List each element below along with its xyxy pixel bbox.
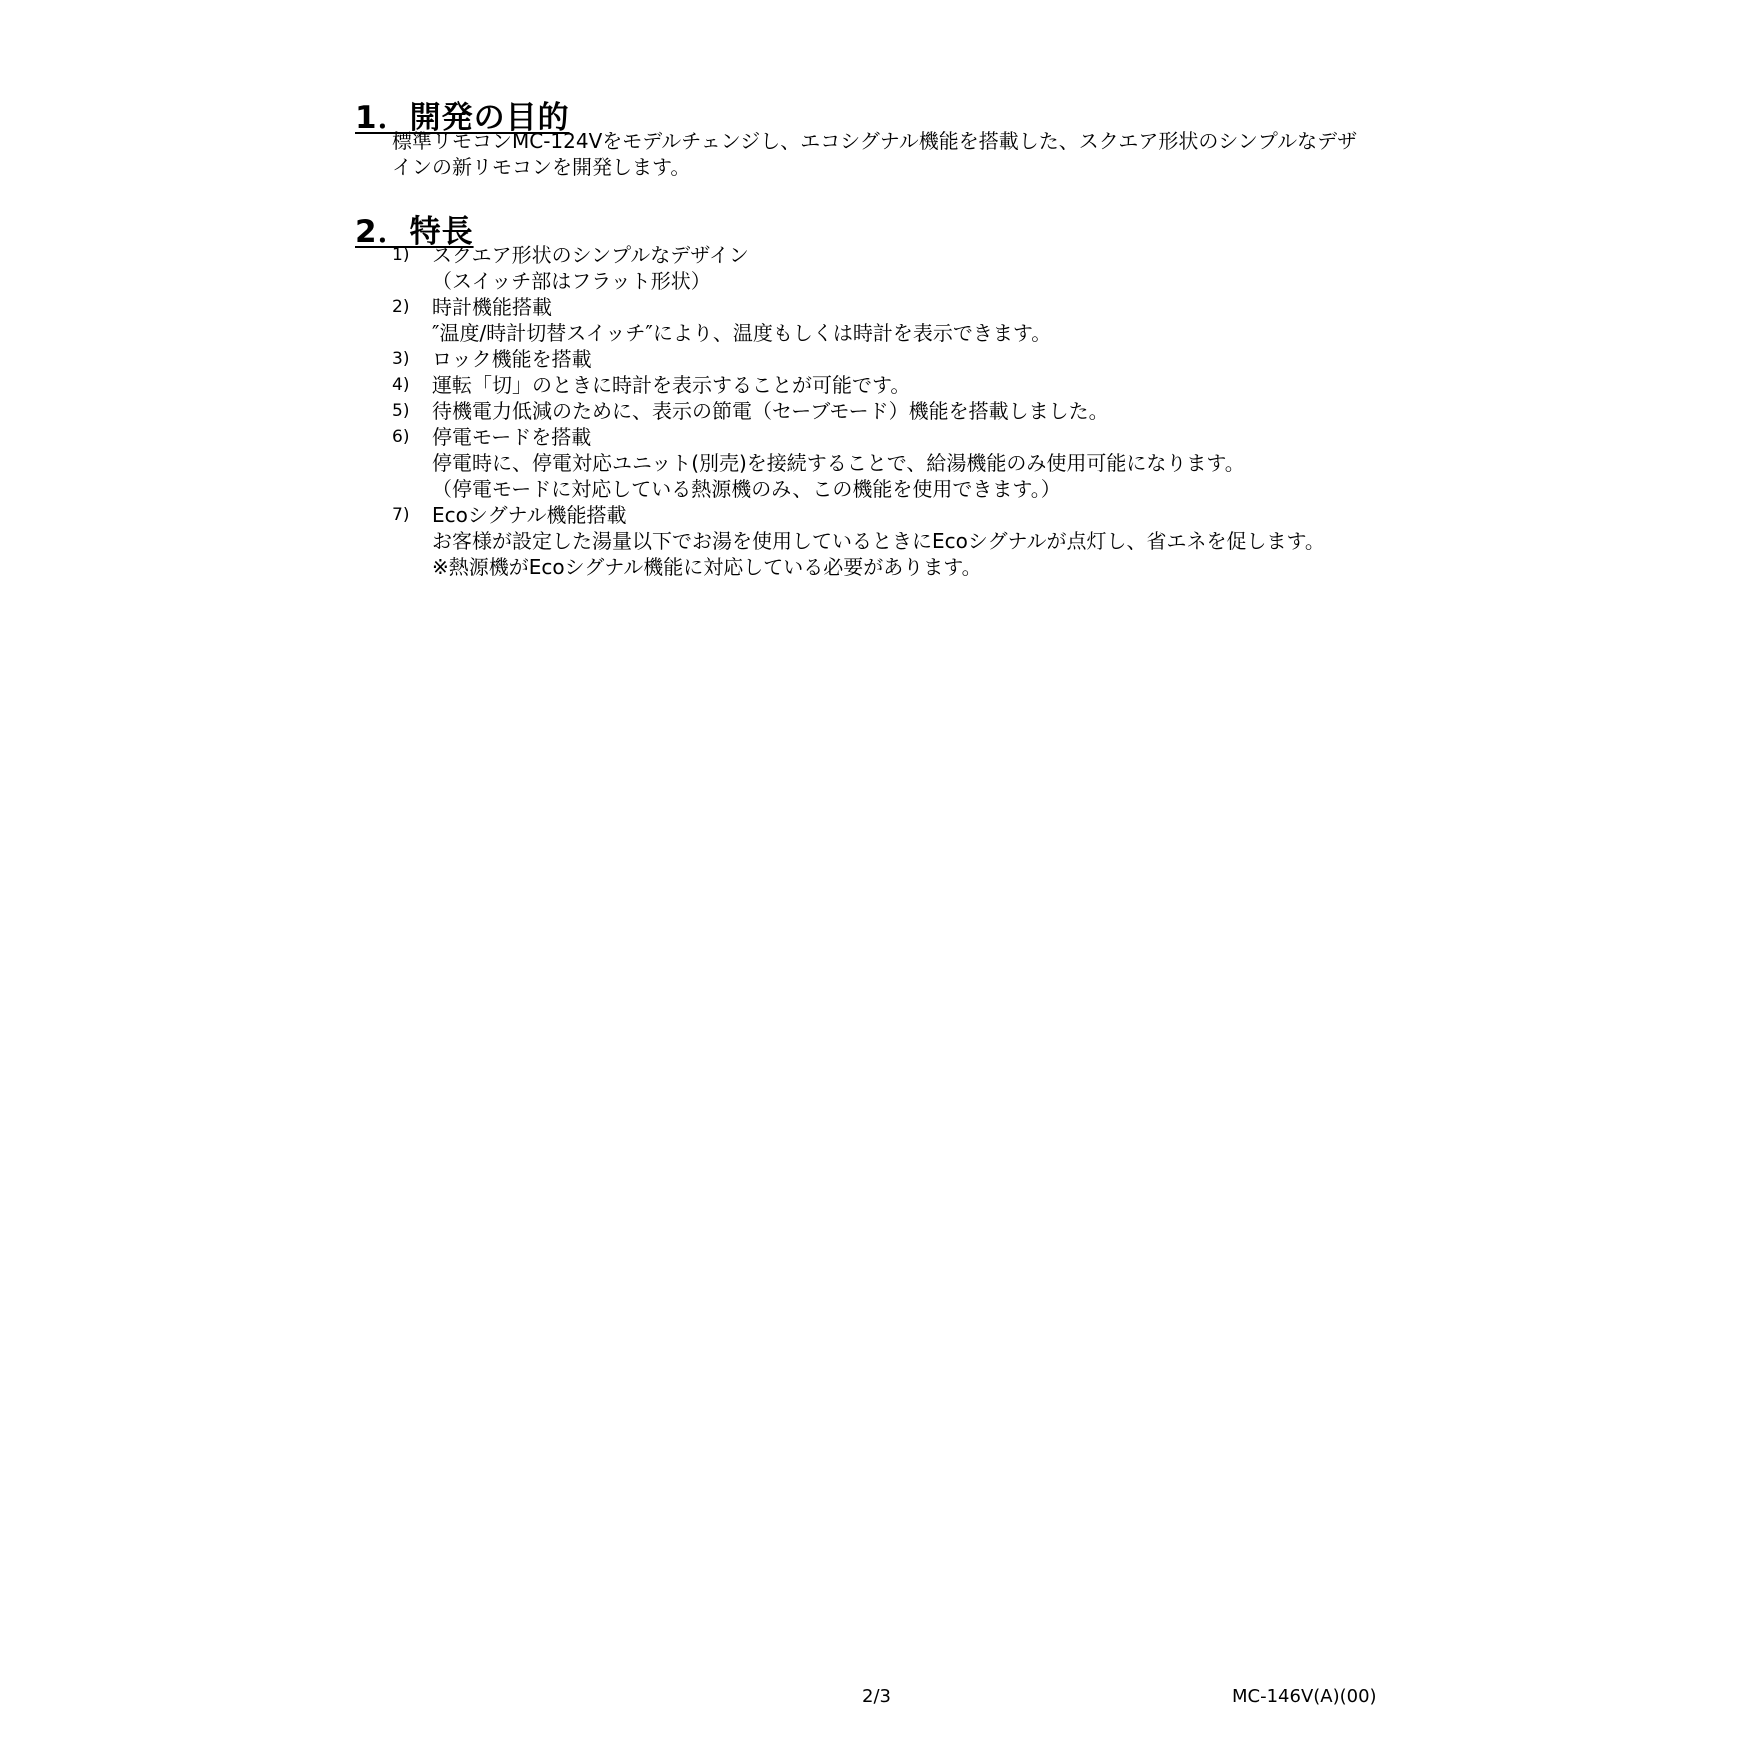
section1-heading: 1．開発の目的 <box>355 100 570 136</box>
page-number: 2/3 <box>862 1686 891 1707</box>
feature-item-1-detail-1: （スイッチ部はフラット形状） <box>432 269 711 293</box>
section1-body-line-1: 標準リモコンMC-124Vをモデルチェンジし、エコシグナル機能を搭載した、スクエア形状のシンプルなデザ <box>392 129 1358 153</box>
feature-item-6-detail-2: （停電モードに対応している熱源機のみ、この機能を使用できます。） <box>432 477 1061 501</box>
feature-item-1-number: 1) <box>392 245 410 265</box>
feature-item-6-number: 6) <box>392 427 410 447</box>
section2-heading: 2．特長 <box>355 214 474 250</box>
feature-item-5-number: 5) <box>392 401 410 421</box>
feature-item-1-title: スクエア形状のシンプルなデザイン <box>432 243 749 267</box>
feature-item-4-number: 4) <box>392 375 410 395</box>
feature-item-7-detail-1: お客様が設定した湯量以下でお湯を使用しているときにEcoシグナルが点灯し、省エネを促します。 <box>432 529 1325 553</box>
feature-item-6-title: 停電モードを搭載 <box>432 425 592 449</box>
feature-item-2-number: 2) <box>392 297 410 317</box>
feature-item-2-title: 時計機能搭載 <box>432 295 552 319</box>
feature-item-3-title: ロック機能を搭載 <box>432 347 592 371</box>
feature-item-7-detail-2: ※熱源機がEcoシグナル機能に対応している必要があります。 <box>432 555 982 579</box>
feature-item-2-detail-1: ″温度/時計切替スイッチ″により、温度もしくは時計を表示できます。 <box>432 321 1052 345</box>
section1-body-line-2: インの新リモコンを開発します。 <box>392 155 691 179</box>
feature-item-6-detail-1: 停電時に、停電対応ユニット(別売)を接続することで、給湯機能のみ使用可能になります。 <box>432 451 1245 475</box>
document-code: MC-146V(A)(00) <box>1232 1686 1377 1707</box>
feature-item-5-title: 待機電力低減のために、表示の節電（セーブモード）機能を搭載しました。 <box>432 399 1109 423</box>
feature-item-7-number: 7) <box>392 505 410 525</box>
feature-item-7-title: Ecoシグナル機能搭載 <box>432 503 627 527</box>
feature-item-4-title: 運転「切」のときに時計を表示することが可能です。 <box>432 373 911 397</box>
feature-item-3-number: 3) <box>392 349 410 369</box>
